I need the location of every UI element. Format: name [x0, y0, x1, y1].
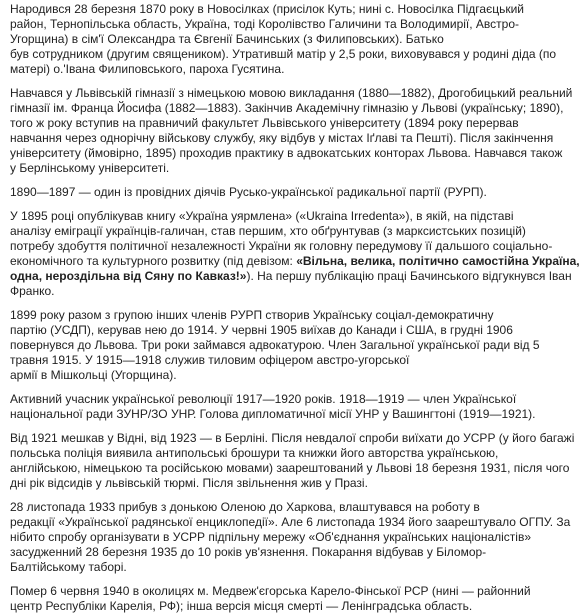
text-line [10, 530, 563, 545]
text-segment: Франко. [10, 284, 55, 298]
text-line [10, 239, 563, 254]
text-line [10, 407, 563, 422]
text-line [10, 131, 563, 146]
text-line [10, 116, 563, 131]
text-segment: університету (ймовірно, 1895) проходив практику в адвокатських конторах Львова. Навчався також [10, 146, 563, 160]
text-line [10, 146, 563, 161]
paragraph-4 [10, 209, 580, 299]
text-segment: навчання через однорічну військову службу, яку відбув у містах Іґлаві та Пешті). Після закінчення [10, 131, 554, 145]
text-line [10, 431, 575, 446]
text-segment: Угорщина) в сім'ї Олександра та Євгенії Бачинських (з Филиповських). Батько [10, 32, 444, 46]
text-segment: Помер 6 червня 1940 в околицях м. Медвеж'єгорська Карело-Фінської РСР (нині — районний [10, 584, 531, 598]
text-segment: економічного та культурного розвитку (під девізом: [10, 254, 297, 268]
text-line [10, 545, 563, 560]
text-segment: національної ради ЗУНР/ЗО УНР. Голова дипломатичної місії УНР у Вашингтоні (1919—1921). [10, 407, 536, 421]
text-line [10, 353, 563, 368]
text-line [10, 446, 563, 461]
text-segment: редакції «Української радянської енциклопедії». Але 6 листопада 1934 його заарештувало ОГПУ. За [10, 515, 571, 529]
text-line [10, 323, 563, 338]
text-line [10, 476, 563, 491]
text-segment: 28 листопада 1933 прибув з донькою Оленою до Харкова, влаштувався на роботу в [10, 500, 480, 514]
text-segment: гімназії ім. Франца Йосифа (1882—1883). Закінчив Академічну гімназію у Львові (українську; 1890), [10, 101, 564, 115]
text-segment: У 1895 році опублікував книгу «Україна уярмлена» («Ukraina Irredenta»), в якій, на підставі [10, 209, 514, 223]
text-segment: Навчався у Львівській гімназії з німецькою мовою викладання (1880—1882), Дрогобицький реальний [10, 86, 573, 100]
paragraph-7 [10, 431, 575, 491]
text-segment: того ж року вступив на правничий факультет Львівського університету (1894 року перервав [10, 116, 519, 130]
text-segment: матері) о.'Івана Филиповського, пароха Гусятина. [10, 62, 285, 76]
motto-text: «Вільна, велика, політично самостійна Україна, [296, 254, 580, 268]
text-line [10, 224, 563, 239]
paragraph-8 [10, 500, 571, 575]
paragraph-3 [10, 185, 563, 200]
text-line [10, 17, 563, 32]
text-segment: Народився 28 березня 1870 року в Новосілках (присілок Куть; нині с. Новосілка Підгаєцький [10, 2, 524, 16]
text-line [10, 32, 563, 47]
text-line [10, 500, 563, 515]
motto-text: одна, нероздільна від Сяну по Кавказ!» [10, 269, 247, 283]
text-segment: ). На першу публікацію праці Бачинського відгукнувся Іван [246, 269, 572, 283]
text-segment: потребу здобуття політичної незалежності України як головну передумову її дальшого соціально- [10, 239, 553, 253]
text-segment: 1899 року разом з групою інших членів РУРП створив Українську соціал-демократичну [10, 308, 494, 322]
text-segment: дні рік відсидів у львівській тюрмі. Після звільнення жив у Празі. [10, 476, 368, 490]
paragraph-5 [10, 308, 563, 383]
text-segment: армії в Мішкольці (Угорщина). [10, 368, 177, 382]
text-segment: район, Тернопільська область, Україна, тоді Королівство Галичини та Володимирії, Австро- [10, 17, 520, 31]
text-line [10, 560, 563, 575]
text-line [10, 86, 573, 101]
text-line [10, 269, 572, 284]
text-line [10, 2, 563, 17]
text-line [10, 338, 563, 353]
text-segment: центр Республіки Карелія, РФ); інша версія місця смерті — Ленінградська область. [10, 599, 473, 613]
text-line [10, 584, 563, 599]
text-segment: у Берлінському університеті. [10, 161, 170, 175]
text-line [10, 185, 563, 200]
text-line [10, 161, 563, 176]
text-segment: Від 1921 мешкав у Відні, від 1923 — в Берліні. Після невдалої спроби виїхати до УСРР (у його багажі [10, 431, 575, 445]
text-segment: нібито спробу організувати в УСРР підпільну мережу «Об'єднання українських націоналістів» [10, 530, 531, 544]
text-segment: травня 1915. У 1915—1918 служив тиловим офіцером австро-угорської [10, 353, 410, 367]
text-line [10, 284, 563, 299]
paragraph-6 [10, 392, 563, 422]
text-segment: польська поліція виявила антипольські брошури та книжки його авторства українською, [10, 446, 499, 460]
text-line [10, 101, 563, 116]
text-segment: 1890—1897 — один із провідних діячів Русько-української радикальної партії (РУРП). [10, 185, 487, 199]
text-segment: повернувся до Львова. Три роки займався адвокатурою. Член Загальної української ради від 5 [10, 338, 540, 352]
text-segment: Активний учасник української революції 1917—1920 років. 1918—1919 — член Української [10, 392, 517, 406]
text-segment: англійською, німецькою та російською мовами) заарештований у Львові 18 березня 1931, після чого [10, 461, 570, 475]
text-line [10, 308, 563, 323]
text-line [10, 254, 580, 269]
text-line [10, 461, 570, 476]
text-line [10, 392, 563, 407]
text-segment: Балтійському таборі. [10, 560, 127, 574]
paragraph-9 [10, 584, 563, 614]
text-line [10, 599, 563, 614]
text-line [10, 209, 563, 224]
text-segment: був сотрудником (другим священиком). Утратившй матір у 2,5 роки, виховувався у родині діда (по [10, 47, 557, 61]
text-line [10, 368, 563, 383]
text-segment: аналізу еміграції українців-галичан, став першим, хто обґрунтував (з марксистських позицій) [10, 224, 526, 238]
text-line [10, 515, 571, 530]
paragraph-1 [10, 2, 563, 77]
text-line [10, 62, 563, 77]
paragraph-2 [10, 86, 573, 176]
text-line [10, 47, 563, 62]
text-segment: засудженний 28 березня 1935 до 10 років ув'язнення. Покарання відбував у Біломор- [10, 545, 487, 559]
text-segment: партію (УСДП), керував нею до 1914. У червні 1905 виїхав до Канади і США, в грудні 1906 [10, 323, 513, 337]
